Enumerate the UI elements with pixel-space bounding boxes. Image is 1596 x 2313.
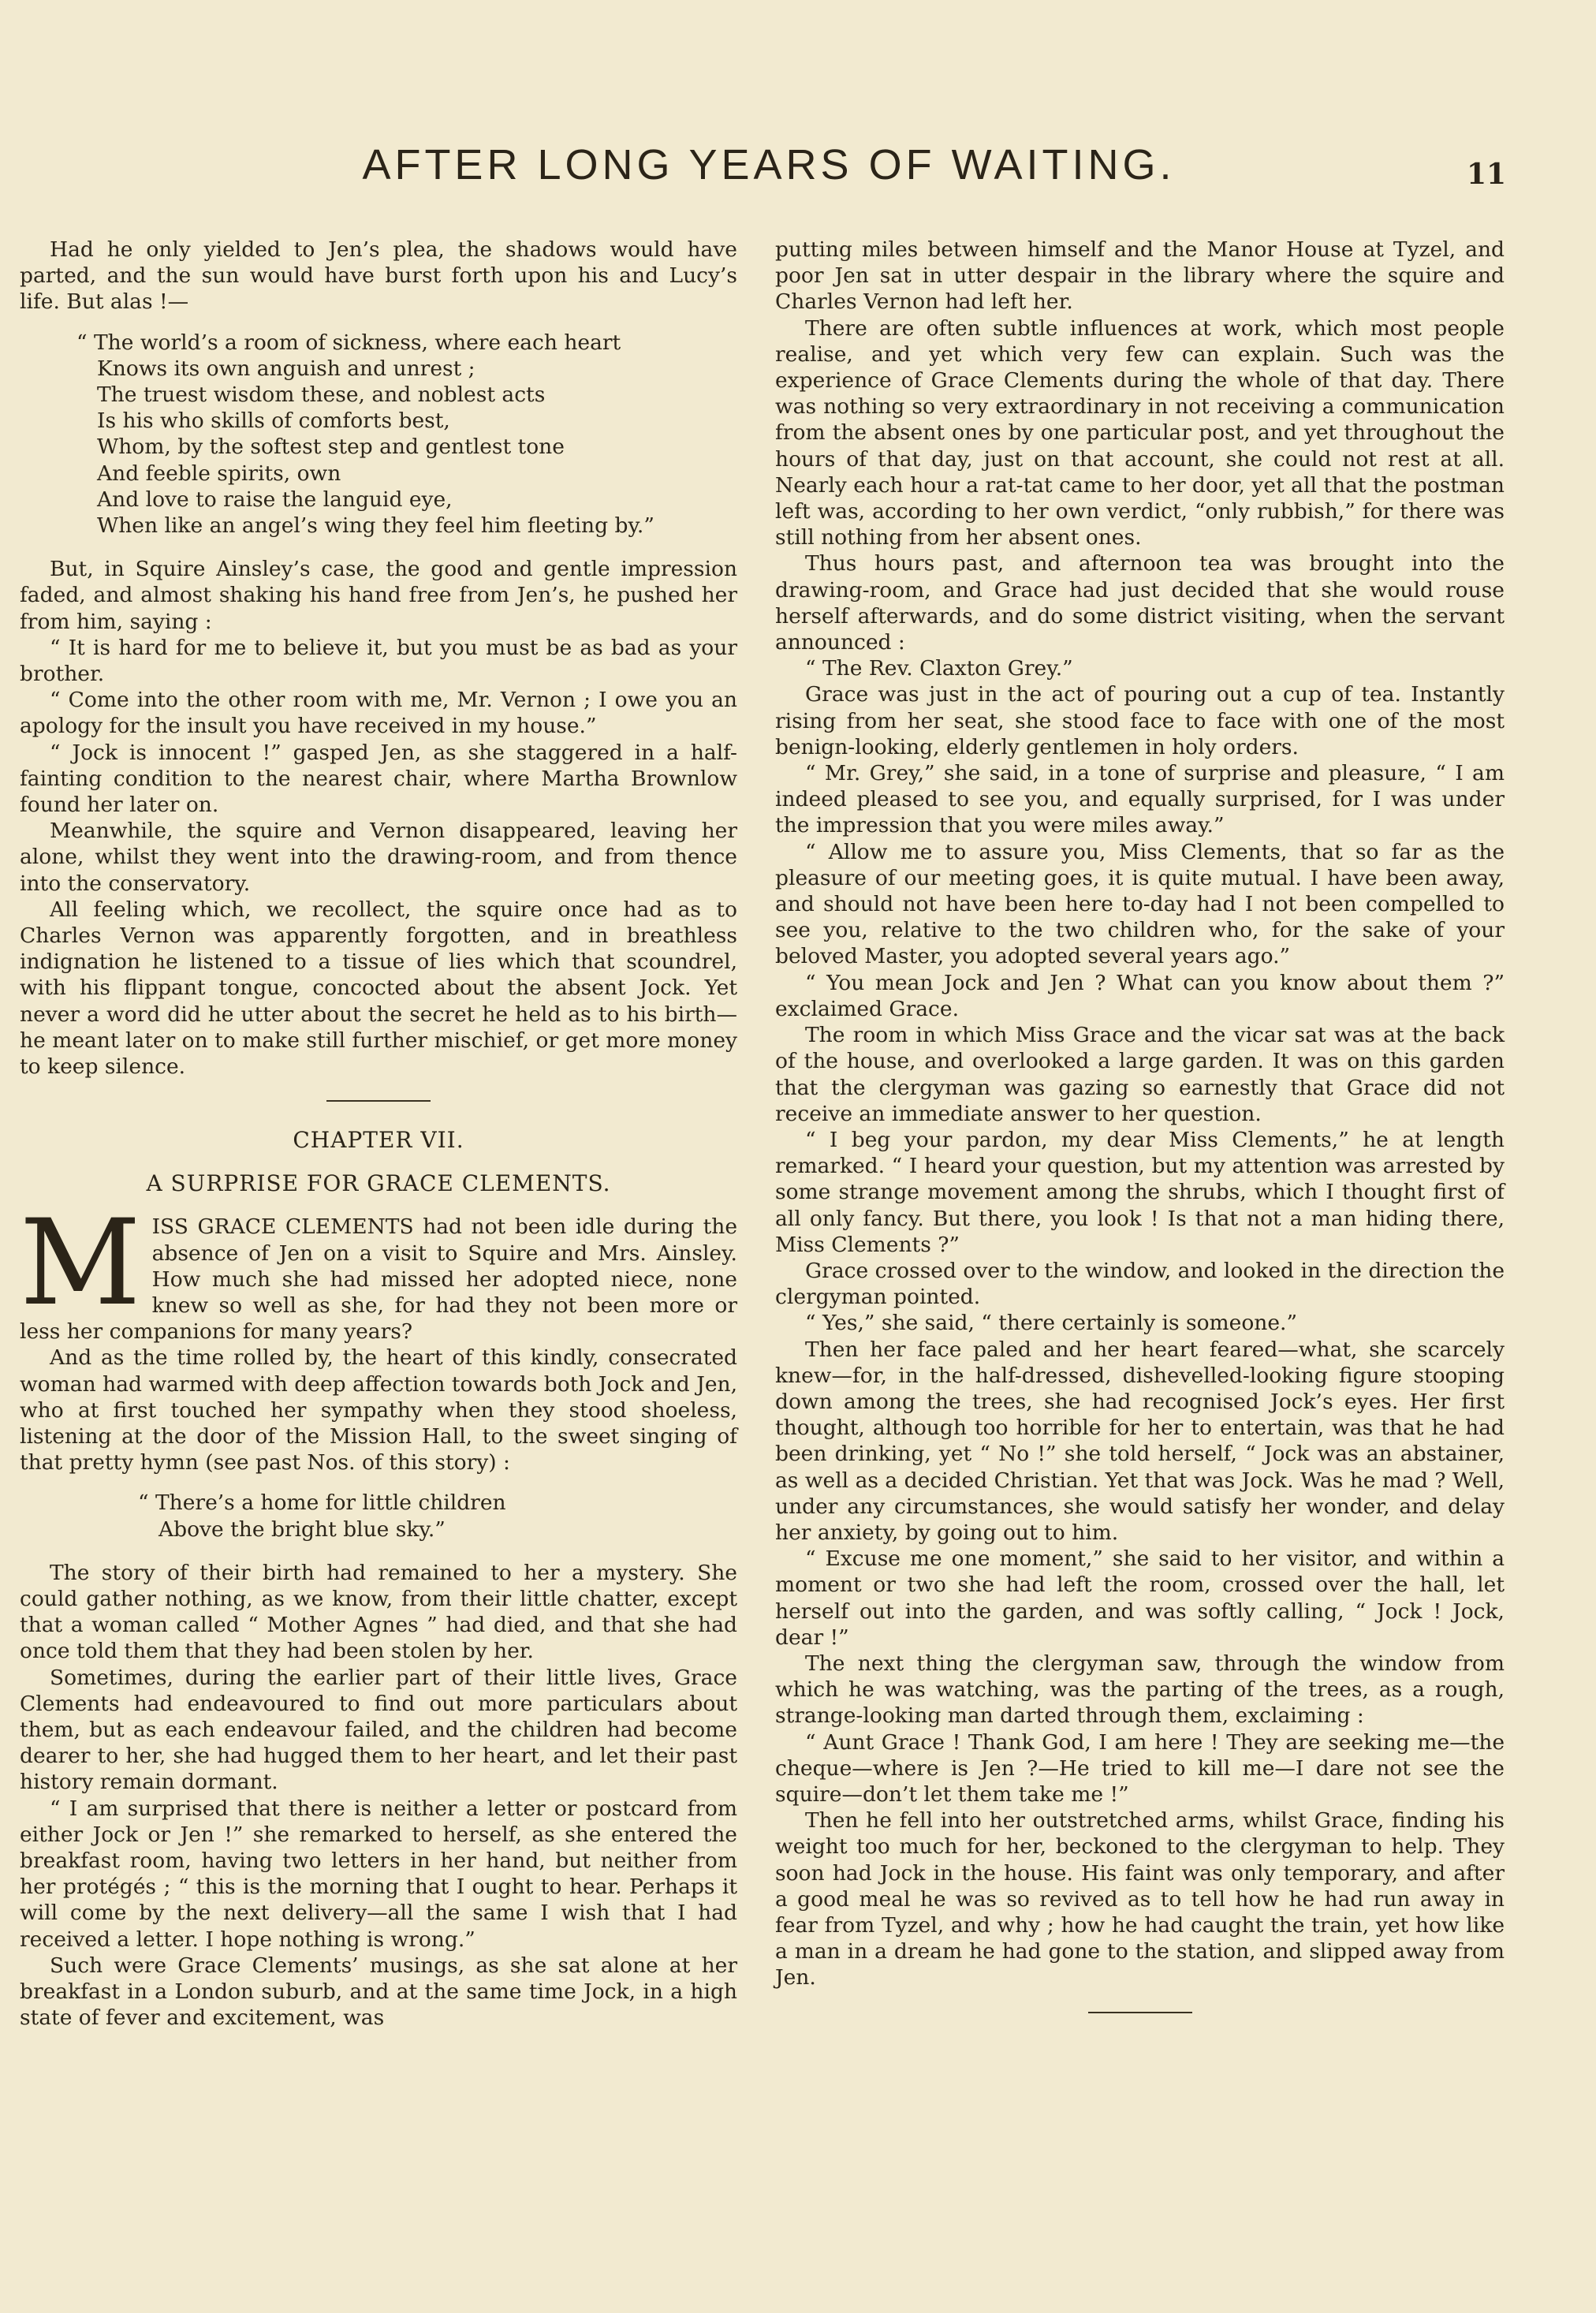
paragraph: Grace crossed over to the window, and looked in the direction the clergyman pointed. (775, 1258, 1505, 1310)
poem-line: Is his who skills of comforts best, (97, 409, 450, 434)
right-column (775, 237, 1505, 2039)
paragraph: “ Yes,” she said, “ there certainly is someone.” (805, 1311, 1298, 1336)
poem-line: The truest wisdom these, and noblest acts (97, 382, 546, 408)
paragraph: Sometimes, during the earlier part of their little lives, Grace Clements had endeavoured to find out more particulars about them, but as each endeavour failed, and the children had become dearer to her, she had hugged them to her heart, and let their past history remain dormant. (20, 1665, 737, 1795)
paragraph: Grace was just in the act of pouring out a cup of tea. Instantly rising from her seat, she stood face to face with one of the most benign-looking, elderly gentlemen in holy orders. (775, 682, 1505, 759)
paragraph: ISS GRACE CLEMENTS had not been idle during the absence of Jen on a visit to Squire and Mrs. Ainsley. How much she had missed her adopted niece, none knew so well as she, for had they not been more or less her companions for many years? (20, 1214, 737, 1345)
section-divider (326, 1100, 431, 1102)
drop-cap-letter: M (20, 1195, 141, 1333)
hymn-line: Above the bright blue sky.” (158, 1517, 446, 1542)
paragraph: “ I am surprised that there is neither a letter or postcard from either Jock or Jen !” she remarked to herself, as she entered the breakfast room, having two letters in her hand, but neither from her protégés ; “ this is the morning that I ought to hear. Perhaps it will come by the next delivery—all the same I wish that I had received a letter. I hope nothing is wrong.” (20, 1796, 737, 1952)
poem-line: “ The world’s a room of sickness, where each heart (76, 330, 621, 355)
paragraph: Had he only yielded to Jen’s plea, the shadows would have parted, and the sun would have burst forth upon his and Lucy’s life. But alas !— (20, 237, 737, 315)
chapter-title: A SURPRISE FOR GRACE CLEMENTS. (146, 1170, 611, 1197)
hymn-verse (138, 1490, 737, 1542)
paragraph: The next thing the clergyman saw, through the window from which he was watching, was the parting of the trees, as a rough, strange-looking man darted through them, exclaiming : (775, 1651, 1505, 1729)
paragraph: All feeling which, we recollect, the squire once had as to Charles Vernon was apparently forgotten, and in breathless indignation he listened to a tissue of lies which that scoundrel, with his flippant tongue, concocted about the absent Jock. Yet never a word did he utter about the secret he held as to his birth—he meant later on to make still further mischief, or get more money to keep silence. (20, 897, 737, 1080)
hymn-line: “ There’s a home for little children (138, 1490, 506, 1516)
paragraph: “ I beg your pardon, my dear Miss Clements,” he at length remarked. “ I heard your question, but my attention was arrested by some strange movement among the shrubs, which I thought first of all only fancy. But there, you look ! Is that not a man hiding there, Miss Clements ?” (775, 1127, 1505, 1257)
poem-line: And love to raise the languid eye, (97, 487, 453, 512)
paragraph: Thus hours past, and afternoon tea was brought into the drawing-room, and Grace had just decided that she would rouse herself afterwards, and do some district visiting, when the servant announced : (775, 551, 1505, 655)
paragraph: putting miles between himself and the Manor House at Tyzel, and poor Jen sat in utter despair in the library where the squire and Charles Vernon had left her. (775, 237, 1505, 315)
paragraph: Then he fell into her outstretched arms, whilst Grace, finding his weight too much for her, beckoned to the clergyman to help. They soon had Jock in the house. His faint was only temporary, and after a good meal he was so revived as to tell how he had run away in fear from Tyzel, and why ; how he had caught the train, yet how like a man in a dream he had gone to the station, and slipped away from Jen. (775, 1808, 1505, 1990)
chapter-opening (20, 1195, 737, 1345)
poem-verse (76, 330, 737, 539)
end-divider (1088, 2012, 1192, 2013)
paragraph: The room in which Miss Grace and the vicar sat was at the back of the house, and overlooked a large garden. It was on this garden that the clergyman was gazing so earnestly that Grace did not receive an immediate answer to her question. (775, 1023, 1505, 1126)
poem-line: Whom, by the softest step and gentlest tone (97, 435, 565, 460)
paragraph: “ Allow me to assure you, Miss Clements, that so far as the pleasure of our meeting goes, it is quite mutual. I have been away, and should not have been here to-day had I not been compelled to see you, relative to the two children who, for the sake of your beloved Master, you adopted several years ago.” (775, 839, 1505, 969)
paragraph: “ It is hard for me to believe it, but you must be as bad as your brother. (20, 635, 737, 687)
chapter-number: CHAPTER VII. (293, 1127, 464, 1154)
paragraph: There are often subtle influences at work, which most people realise, and yet which very few can explain. Such was the experience of Grace Clements during the whole of that day. There was nothing so very extraordinary in not receiving a communication from the absent ones by one particular post, and yet throughout the hours of that day, just on that account, she could not rest at all. Nearly each hour a rat-tat came to her door, yet all that the postman left was, according to her own verdict, “only rubbish,” for there was still nothing from her absent ones. (775, 315, 1505, 550)
paragraph: But, in Squire Ainsley’s case, the good and gentle impression faded, and almost shaking his hand free from Jen’s, he pushed her from him, saying : (20, 557, 737, 634)
poem-line: Knows its own anguish and unrest ; (97, 356, 475, 381)
left-column (20, 237, 737, 2031)
paragraph: Then her face paled and her heart feared—what, she scarcely knew—for, in the half-dressed, dishevelled-looking figure stooping down among the trees, she had recognised Jock’s eyes. Her first thought, although too horrible for her to entertain, was that he had been drinking, yet “ No !” she told herself, “ Jock was an abstainer, as well as a decided Christian. Yet that was Jock. Was he mad ? Well, under any circumstances, she would satisfy her wonder, and delay her anxiety, by going out to him. (775, 1337, 1505, 1545)
poem-line: When like an angel’s wing they feel him fleeting by.” (97, 513, 654, 539)
paragraph: “ Jock is innocent !” gasped Jen, as she staggered in a half-fainting condition to the nearest chair, where Martha Brownlow found her later on. (20, 740, 737, 818)
paragraph: “ You mean Jock and Jen ? What can you know about them ?” exclaimed Grace. (775, 970, 1505, 1021)
page-number: 11 (1467, 158, 1507, 191)
paragraph: Such were Grace Clements’ musings, as she sat alone at her breakfast in a London suburb, and at the same time Jock, in a high state of fever and excitement, was (20, 1953, 737, 2031)
paragraph: “ Mr. Grey,” she said, in a tone of surprise and pleasure, “ I am indeed pleased to see you, and equally surprised, for I was under the impression that you were miles away.” (775, 761, 1505, 838)
paragraph: “ Excuse me one moment,” she said to her visitor, and within a moment or two she had left the room, crossed over the hall, let herself out into the garden, and was softly calling, “ Jock ! Jock, dear !” (775, 1546, 1505, 1650)
paragraph: “ Aunt Grace ! Thank God, I am here ! They are seeking me—the cheque—where is Jen ?—He tried to kill me—I dare not see the squire—don’t let them take me !” (775, 1729, 1505, 1807)
poem-line: And feeble spirits, own (97, 461, 341, 486)
paragraph: “ Come into the other room with me, Mr. Vernon ; I owe you an apology for the insult you have received in my house.” (20, 688, 737, 739)
paragraph: Meanwhile, the squire and Vernon disappeared, leaving her alone, whilst they went into the drawing-room, and from thence into the conservatory. (20, 819, 737, 896)
running-header-title: AFTER LONG YEARS OF WAITING. (362, 141, 1176, 188)
paragraph: The story of their birth had remained to her a mystery. She could gather nothing, as we know, from their little chatter, except that a woman called “ Mother Agnes ” had died, and that she had once told them that they had been stolen by her. (20, 1560, 737, 1664)
paragraph: “ The Rev. Claxton Grey.” (805, 656, 1073, 681)
paragraph: And as the time rolled by, the heart of this kindly, consecrated woman had warmed with deep affection towards both Jock and Jen, who at first touched her sympathy when they stood shoeless, listening at the door of the Mission Hall, to the sweet singing of that pretty hymn (see past Nos. of this story) : (20, 1345, 737, 1475)
